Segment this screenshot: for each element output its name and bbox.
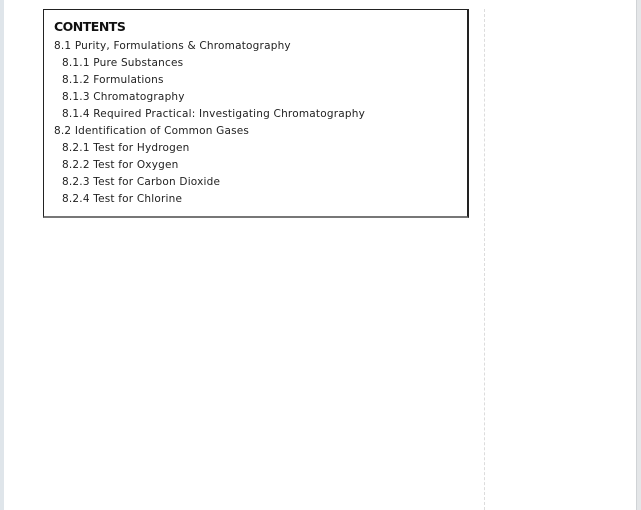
table-of-contents — [43, 9, 469, 218]
toc-link[interactable]: 8.1.4 Required Practical: Investigating Chromatography — [62, 108, 366, 120]
toc-link[interactable]: 8.1.3 Chromatography — [62, 91, 185, 103]
toc-link[interactable]: 8.2 Identification of Common Gases — [54, 125, 250, 137]
toc-link[interactable]: 8.2.1 Test for Hydrogen — [62, 142, 190, 154]
toc-link[interactable]: 8.1 Purity, Formulations & Chromatography — [54, 40, 291, 52]
contents-list — [54, 38, 365, 208]
scrollbar[interactable] — [636, 0, 641, 510]
toc-link[interactable]: 8.2.4 Test for Chlorine — [62, 193, 183, 205]
left-panel-edge — [0, 0, 4, 510]
toc-link[interactable]: 8.1.2 Formulations — [62, 74, 164, 86]
toc-link[interactable]: 8.1.1 Pure Substances — [62, 57, 184, 69]
column-divider — [484, 9, 485, 510]
contents-heading: CONTENTS — [54, 19, 126, 34]
toc-link[interactable]: 8.2.2 Test for Oxygen — [62, 159, 179, 171]
toc-link[interactable]: 8.2.3 Test for Carbon Dioxide — [62, 176, 221, 188]
